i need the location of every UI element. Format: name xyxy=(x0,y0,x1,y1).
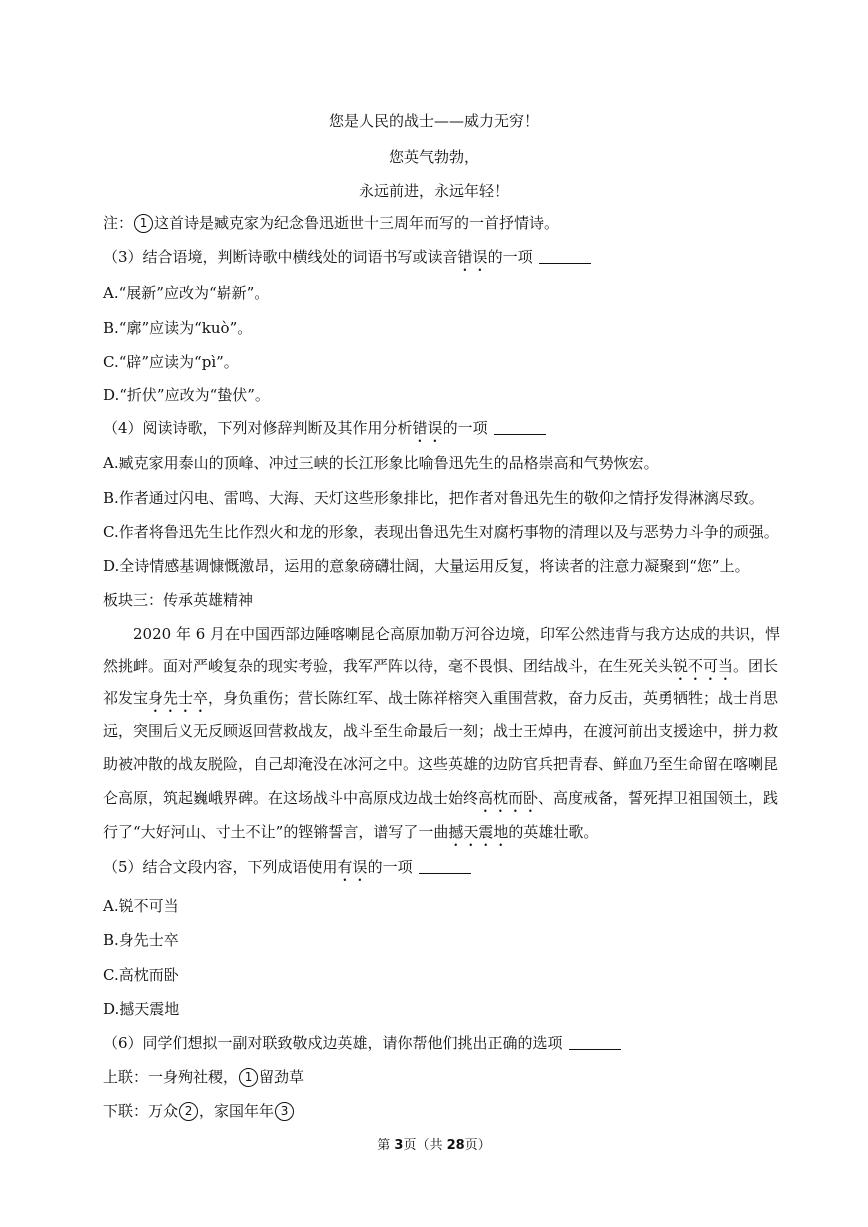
couplet-lower-mid: ，家国年年 xyxy=(199,1102,275,1120)
passage-line-7 xyxy=(103,821,808,850)
passage-text: 。团长 xyxy=(733,657,779,675)
idiom-gaozhenerwo: 高枕而卧 xyxy=(478,789,539,807)
q4-stem-text: （4）阅读诗歌，下列对修辞判断及其作用分析 xyxy=(103,419,413,437)
couplet-lower xyxy=(103,1100,808,1122)
q4-stem-end: 的一项 xyxy=(442,419,488,437)
passage-line-2 xyxy=(103,655,808,684)
circled-number-2: 2 xyxy=(179,1102,198,1121)
q5-option-b: B.身先士卒 xyxy=(103,931,179,949)
couplet-lower-text: 下联：万众 xyxy=(103,1102,179,1120)
note-text: 这首诗是臧克家为纪念鲁迅逝世十三周年而写的一首抒情诗。 xyxy=(154,214,560,232)
question-4-stem xyxy=(103,417,808,446)
idiom-shenxianshizu: 身先士卒 xyxy=(148,689,209,707)
poem-line-1: 您是人民的战士——威力无穷！ xyxy=(328,112,539,130)
footer-text: 第 xyxy=(377,1138,395,1153)
passage-text: 的英雄壮歌。 xyxy=(508,823,599,841)
couplet-upper-text: 上联：一身殉社稷， xyxy=(103,1068,239,1086)
q4-option-c: C.作者将鲁迅先生比作烈火和龙的形象，表现出鲁迅先生对腐朽事物的清理以及与恶势力斗争的顽强。 xyxy=(103,523,779,541)
footer-text: 页） xyxy=(464,1138,491,1153)
q3-option-d: D.“折伏”应改为“蛰伏”。 xyxy=(103,386,270,404)
footer-text: 页（共 xyxy=(403,1138,447,1153)
answer-blank[interactable] xyxy=(539,249,591,264)
passage-text: 行了“大好河山、寸土不让”的铿锵誓言，谱写了一曲 xyxy=(103,823,449,841)
circled-number-1: 1 xyxy=(134,214,153,233)
question-6-stem xyxy=(103,1032,808,1054)
q5-option-c: C.高枕而卧 xyxy=(103,966,179,984)
poem-line-2: 您英气勃勃， xyxy=(388,148,479,166)
q3-option-b: B.“廓”应读为“kuò”。 xyxy=(103,319,253,337)
q4-emphasis: 错误 xyxy=(412,419,443,437)
circled-number-1: 1 xyxy=(239,1068,258,1087)
q3-stem-end: 的一项 xyxy=(487,248,533,266)
note-prefix: 注： xyxy=(103,214,134,232)
passage-text: 祁发宝 xyxy=(103,689,149,707)
circled-number-3: 3 xyxy=(275,1102,294,1121)
passage-line-3 xyxy=(103,687,808,716)
q5-stem-text: （5）结合文段内容，下列成语使用 xyxy=(103,858,338,876)
answer-blank[interactable] xyxy=(419,859,471,874)
passage-text: 、高度戒备，誓死捍卫祖国领土，践 xyxy=(538,789,779,807)
passage-line-6 xyxy=(103,787,808,816)
poem-note xyxy=(103,212,808,234)
q5-emphasis: 有误 xyxy=(337,858,368,876)
idiom-hantianzhendi: 撼天震地 xyxy=(448,823,509,841)
couplet-upper xyxy=(103,1066,808,1088)
answer-blank[interactable] xyxy=(569,1035,621,1050)
page-footer xyxy=(0,1134,868,1153)
answer-blank[interactable] xyxy=(494,420,546,435)
q6-stem-text: （6）同学们想拟一副对联致敬戍边英雄，请你帮他们挑出正确的选项 xyxy=(103,1034,563,1052)
passage-text: ，身负重伤；营长陈红军、战士陈祥榕突入重围营救，奋力反击，英勇牺牲；战士肖思 xyxy=(208,689,779,707)
couplet-upper-end: 留劲草 xyxy=(259,1068,305,1086)
idiom-ruibukedang: 锐不可当 xyxy=(673,657,734,675)
passage-line-4: 远，突围后义无反顾返回营救战友，战斗至生命最后一刻；战士王焯冉，在渡河前出支援途中，拼力救 xyxy=(103,722,779,740)
page-total: 28 xyxy=(446,1138,465,1153)
q3-stem-text: （3）结合语境，判断诗歌中横线处的词语书写或读音 xyxy=(103,248,458,266)
passage-text: 然挑衅。面对严峻复杂的现实考验，我军严阵以待，毫不畏惧、团结战斗，在生死关头 xyxy=(103,657,674,675)
q5-stem-end: 的一项 xyxy=(367,858,413,876)
passage-line-1: 2020 年 6 月在中国西部边陲喀喇昆仑高原加勒万河谷边境，印军公然违背与我方达成的共识，悍 xyxy=(133,625,781,643)
page-number: 3 xyxy=(394,1138,404,1153)
question-5-stem xyxy=(103,856,808,885)
q3-option-c: C.“辟”应读为“pì”。 xyxy=(103,353,239,371)
passage-text: 仑高原，筑起巍峨界碑。在这场战斗中高原戍边战士始终 xyxy=(103,789,479,807)
question-3-stem xyxy=(103,246,808,275)
q3-option-a: A.“展新”应改为“崭新”。 xyxy=(103,284,270,302)
q4-option-d: D.全诗情感基调慷慨激昂，运用的意象磅礴壮阔，大量运用反复，将读者的注意力凝聚到“您”上。 xyxy=(103,557,750,575)
q5-option-a: A.锐不可当 xyxy=(103,897,179,915)
q4-option-b: B.作者通过闪电、雷鸣、大海、天灯这些形象排比，把作者对鲁迅先生的敬仰之情抒发得淋漓尽致。 xyxy=(103,489,764,507)
passage-line-5: 助被冲散的战友脱险，自己却淹没在冰河之中。这些英雄的边防官兵把青春、鲜血乃至生命留在喀喇昆 xyxy=(103,755,779,773)
section-heading: 板块三：传承英雄精神 xyxy=(103,591,254,609)
q4-option-a: A.臧克家用泰山的顶峰、冲过三峡的长江形象比喻鲁迅先生的品格崇高和气势恢宏。 xyxy=(103,454,659,472)
poem-line-3: 永远前进，永远年轻！ xyxy=(358,182,509,200)
q3-emphasis: 错误 xyxy=(457,248,488,266)
q5-option-d: D.撼天震地 xyxy=(103,1000,180,1018)
